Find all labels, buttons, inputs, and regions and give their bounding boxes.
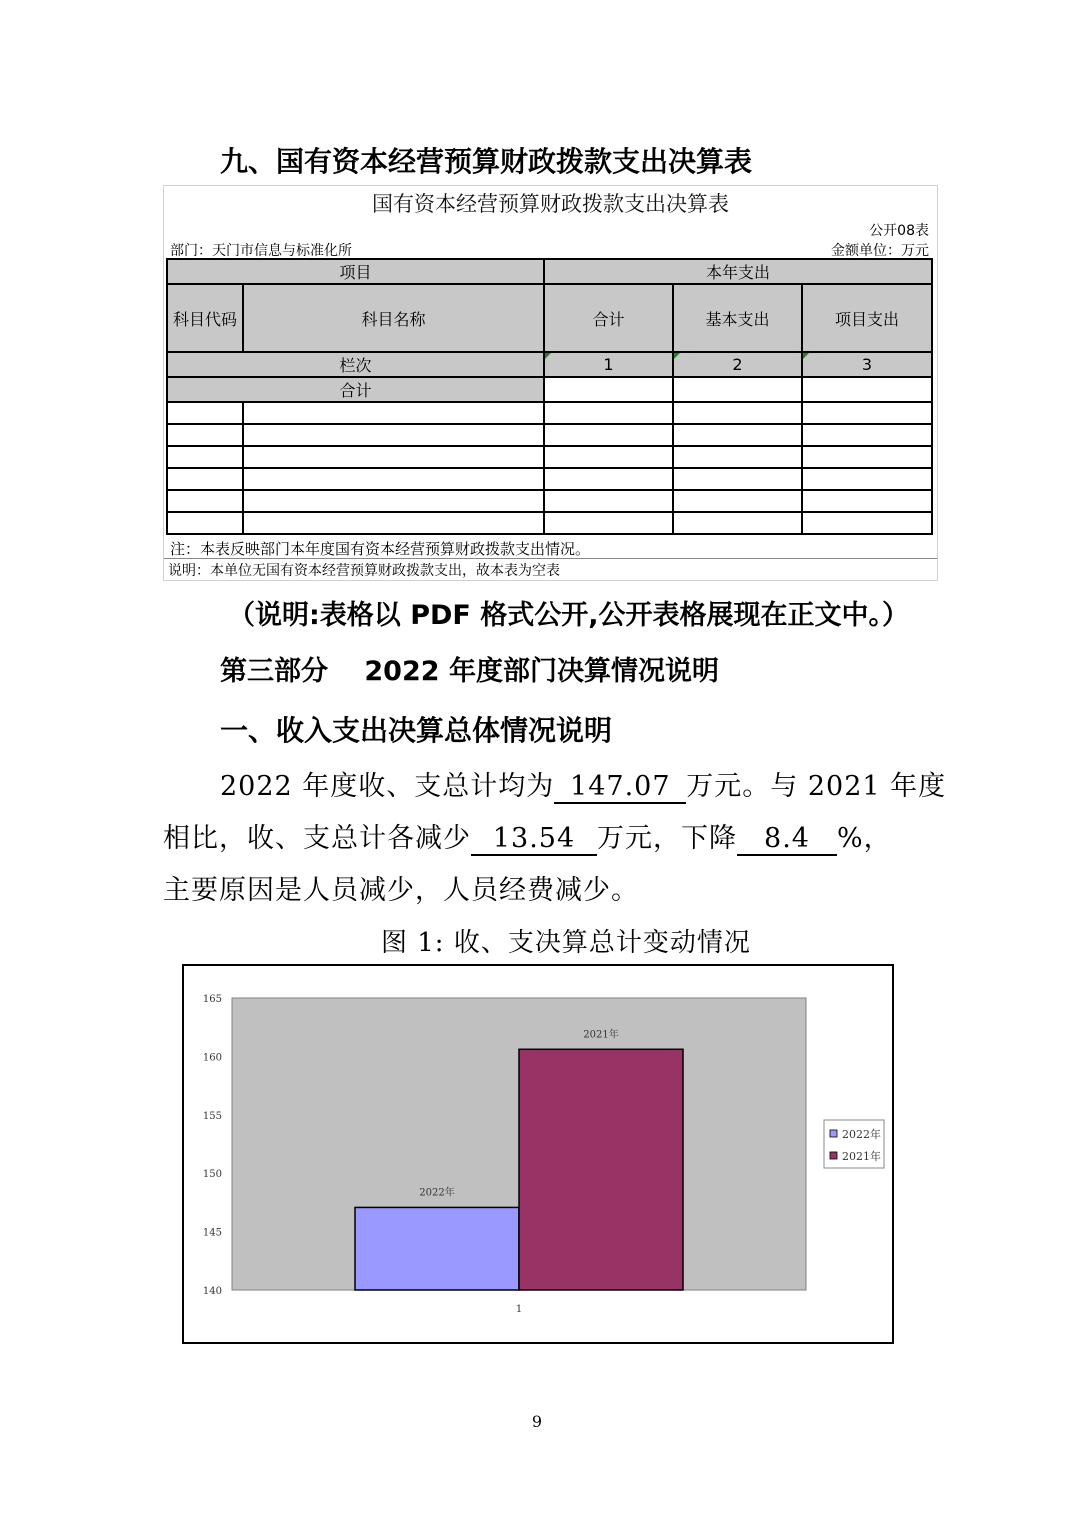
sheet-title: 国有资本经营预算财政拨款支出决算表 [372, 192, 729, 216]
figure-caption: 图 1: 收、支决算总计变动情况 [381, 928, 751, 958]
col-subject-code: 科目代码 [167, 284, 243, 352]
paragraph-line-1: 2022 年度收、支总计均为 147.07 万元。与 2021 年度 [220, 771, 947, 802]
paragraph-line-3: 主要原因是人员减少，人员经费减少。 [163, 875, 639, 906]
expenditure-table [166, 258, 933, 535]
y-tick-label: 140 [202, 1286, 222, 1297]
chart-frame [182, 964, 894, 1344]
decrease-value: 13.54 [471, 823, 597, 856]
index-1: 1 [544, 352, 673, 377]
table-row [167, 490, 932, 512]
x-category-label: 1 [515, 1304, 523, 1315]
index-3: 3 [802, 352, 932, 377]
legend-swatch [830, 1130, 837, 1137]
form-number: 公开08表 [869, 223, 929, 239]
page-number: 9 [531, 1412, 543, 1431]
part3-heading: 第三部分 2022 年度部门决算情况说明 [220, 656, 719, 687]
legend-label: 2022年 [842, 1128, 881, 1141]
header-item: 项目 [167, 259, 544, 284]
col-project-expense: 项目支出 [802, 284, 932, 352]
subsection-heading: 一、收入支出决算总体情况说明 [220, 714, 613, 747]
percent-value: 8.4 [737, 823, 837, 856]
budget-spreadsheet [163, 185, 938, 581]
legend-swatch [830, 1152, 837, 1159]
bar-data-label: 2021年 [583, 1029, 619, 1041]
total-cell [802, 377, 932, 402]
col-basic-expense: 基本支出 [673, 284, 802, 352]
y-tick-label: 165 [202, 994, 222, 1005]
legend-label: 2021年 [842, 1150, 881, 1163]
section-heading: 九、国有资本经营预算财政拨款支出决算表 [220, 145, 753, 178]
bar-chart [184, 966, 892, 1342]
sheet-note: 注：本表反映部门本年度国有资本经营预算财政拨款支出情况。 [170, 540, 591, 558]
y-tick-label: 155 [202, 1110, 222, 1122]
paragraph-line-2: 相比，收、支总计各减少 13.54 万元，下降 8.4 %， [163, 823, 892, 854]
bar-data-label: 2022年 [419, 1187, 455, 1199]
table-row [167, 468, 932, 490]
table-row [167, 512, 932, 534]
bar-2 [519, 1049, 683, 1290]
sheet-explanation: 说明：本单位无国有资本经营预算财政拨款支出，故本表为空表 [168, 563, 560, 579]
total-cell [544, 377, 673, 402]
col-subject-name: 科目名称 [243, 284, 544, 352]
index-2: 2 [673, 352, 802, 377]
pdf-note: （说明:表格以 PDF 格式公开,公开表格展现在正文中。） [228, 600, 909, 631]
row-index-label: 栏次 [167, 352, 544, 377]
unit-label: 金额单位：万元 [831, 243, 929, 259]
col-total: 合计 [544, 284, 673, 352]
table-row [167, 402, 932, 424]
y-tick-label: 145 [202, 1227, 222, 1239]
department-label: 部门：天门市信息与标准化所 [170, 243, 352, 259]
header-current-expense: 本年支出 [544, 259, 932, 284]
total-cell [673, 377, 802, 402]
bar-1 [355, 1207, 519, 1290]
table-row [167, 446, 932, 468]
y-tick-label: 160 [202, 1052, 222, 1064]
row-total-label: 合计 [167, 377, 544, 402]
total-value: 147.07 [554, 771, 686, 804]
table-row [167, 424, 932, 446]
y-tick-label: 150 [202, 1169, 222, 1181]
